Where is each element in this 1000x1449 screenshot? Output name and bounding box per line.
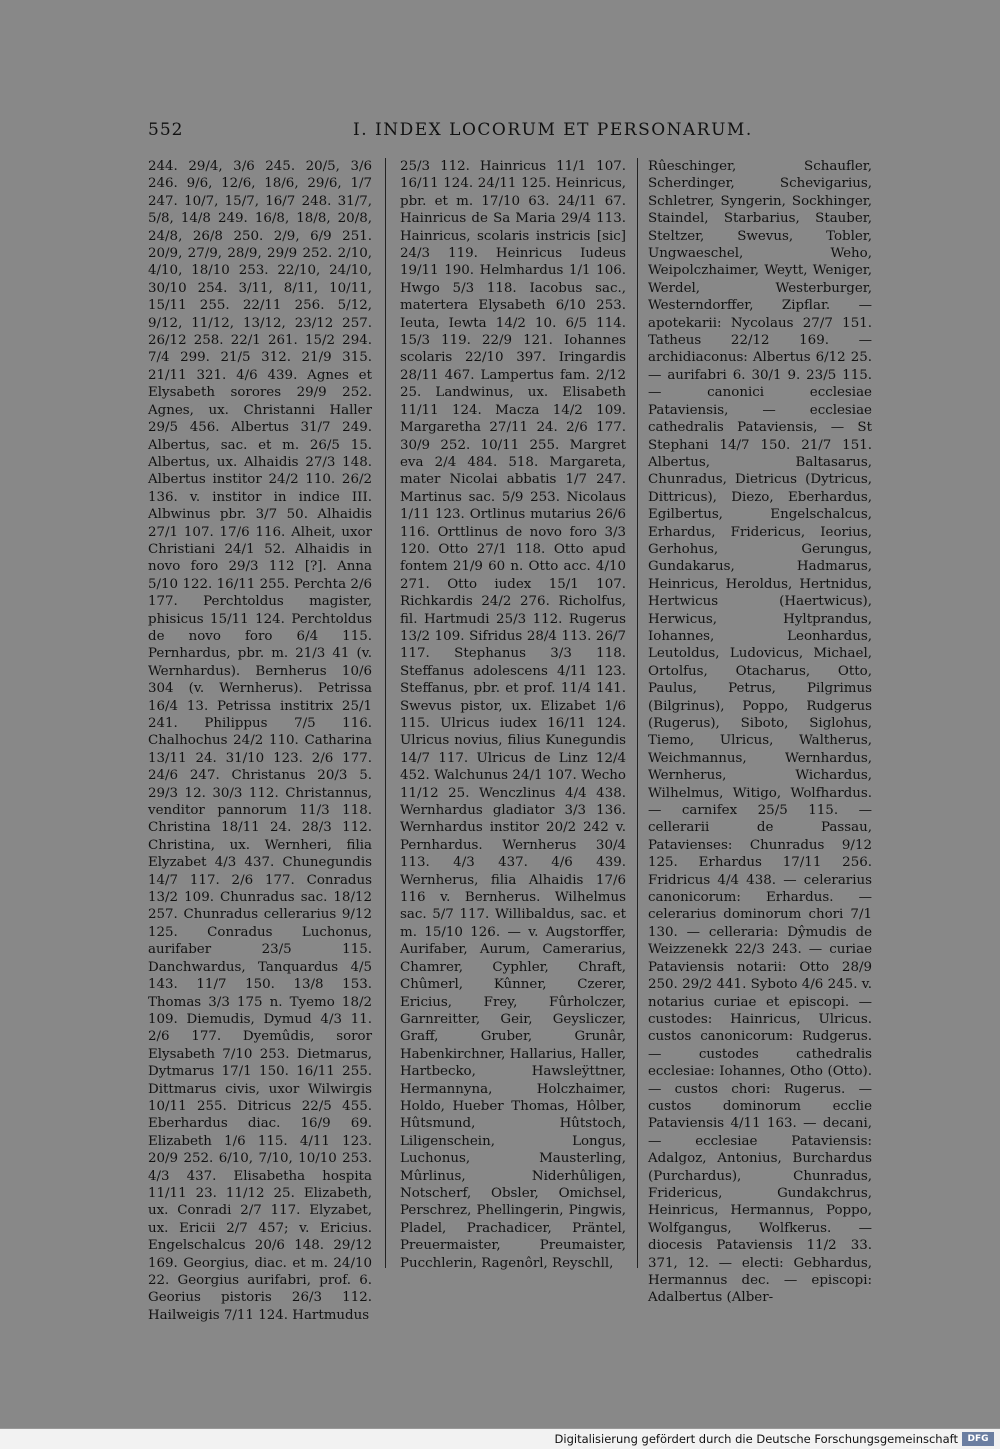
index-column-2: 25/3 112. Hainricus 11/1 107. 16/11 124. 24/11 125. Heinricus, pbr. et m. 17/10 63. 24/11 67. Hainricus de Sa Maria 29/4 113. Hainricus, scolaris instricis [sic] 24/3 119. Heinricus Iudeus 19/11 190. Helmhardus 1/1 106. Hwgo 5/3 118. Iacobus sac., matertera Elysabeth 6/10 253. Ieuta, Iewta 14/2 10. 6/5 114. 15/3 119. 22/9 121. Iohannes scolaris 22/10 397. Iringardis 28/11 467. Lampertus fam. 2/12 25. Landwinus, ux. Elisabeth 11/11 124. Macza 14/2 109. Margaretha 27/11 24. 2/6 177. 30/9 252. 10/11 255. Margret eva 2/4 484. 518. Margareta, mater Nicolai abbatis 1/7 247. Martinus sac. 5/9 253. Nicolaus 1/11 123. Ortlinus mutarius 26/6 116. Orttlinus de novo foro 3/3 120. Otto 27/1 118. Otto apud fontem 21/9 60 n. Otto acc. 4/10 271. Otto iudex 15/1 107. Richkardis 24/2 276. Richolfus, fil. Hartmudi 25/3 112. Rugerus 13/2 109. Sifridus 28/4 113. 26/7 117. Stephanus 3/3 118. Steffanus adolescens 4/11 123. Steffanus, pbr. et prof. 11/4 141. Swevus pistor, ux. Elizabet 1/6 115. Ulricus iudex 16/11 124. Ulricus novius, filius Kunegundis 14/7 117. Ulricus de Linz 12/4 452. Walchunus 24/1 107. Wecho 11/12 25. Wenczlinus 4/4 438. Wernhardus gladiator 3/3 136. Wernhardus institor 20/2 242 v. Pernhardus. Wernherus 30/4 113. 4/3 437. 4/6 439. Wernherus, filia Alhaidis 17/6 116 v. Bernherus. Wilhelmus sac. 5/7 117. Willibaldus, sac. et m. 15/10 126. — v. Augstorffer, Aurifaber, Aurum, Camerarius, Chamrer, Cyphler, Chraft, Chûmerl, Kûnner, Czerer, Ericius, Frey, Fûrholczer, Garnreitter, Geir, Geysliczer, Graff, Gruber, Grunâr, Habenkirchner, Hallarius, Haller, Hartbecko, Hawsleÿttner, Hermannyna, Holczhaimer, Holdo, Hueber Thomas, Hôlber, Hûtsmund, Hûtstoch, Liligenschein, Longus, Luchonus, Mausterling, Mûrlinus, Niderhûligen, Notscherf, Obsler, Omichsel, Perschrez, Phellingerin, Pingwis, Pladel, Prachadicer, Präntel, Preuermaister, Preumaister, Pucchlerin, Ragenôrl, Reyschll,	[400, 159, 626, 1271]
index-column-3: Rûeschinger, Schaufler, Scherdinger, Schevigarius, Schletrer, Syngerin, Sockhinger, Staindel, Starbarius, Stauber, Steltzer, Swevus, Tobler, Ungwaeschel, Weho, Weipolczhaimer, Weytt, Weniger, Werdel, Westerburger, Westerndorffer, Zipflar. — apotekarii: Nycolaus 27/7 151. Tatheus 22/12 169. — archidiaconus: Albertus 6/12 25. — aurifabri 6. 30/1 9. 23/5 115. — canonici ecclesiae Pataviensis, — ecclesiae cathedralis Pataviensis, — St Stephani 14/7 150. 21/7 151. Albertus, Baltasarus, Chunradus, Dietricus (Dytricus, Dittricus), Diezo, Eberhardus, Egilbertus, Engelschalcus, Erhardus, Fridericus, Ieorius, Gerhohus, Gerungus, Gundakarus, Hadmarus, Heinricus, Heroldus, Hertnidus, Hertwicus (Haertwicus), Herwicus, Hyltprandus, Iohannes, Leonhardus, Leutoldus, Ludovicus, Michael, Ortolfus, Otacharus, Otto, Paulus, Petrus, Pilgrimus (Bilgrinus), Poppo, Rudgerus (Rugerus), Siboto, Siglohus, Tiemo, Ulricus, Waltherus, Weichmannus, Wernhardus, Wernherus, Wichardus, Wilhelmus, Witigo, Wolfhardus. — carnifex 25/5 115. — cellerarii de Passau, Patavienses: Chunradus 9/12 125. Erhardus 17/11 256. Fridricus 4/4 438. — celerarius canonicorum: Erhardus. — celerarius dominorum chori 7/1 130. — celleraria: Dŷmudis de Weizzenekk 22/3 243. — curiae Pataviensis notarii: Otto 28/9 250. 29/2 441. Syboto 4/6 245. v. notarius curiae et episcopi. — custodes: Hainricus, Ulricus. custos canonicorum: Rudgerus. — custodes cathedralis ecclesiae: Iohannes, Otho (Otto). — custos chori: Rugerus. — custos dominorum ecclie Pataviensis 4/11 163. — decani, — ecclesiae Pataviensis: Adalgoz, Antonius, Burchardus (Purchardus), Chunradus, Fridericus, Gundakchrus, Heinricus, Hermannus, Poppo, Wolfgangus, Wolfkerus. — diocesis Pataviensis 11/2 33. 371, 12. — electi: Gebhardus, Hermannus dec. — episcopi: Adalbertus (Alber-	[648, 159, 872, 1306]
page-header	[145, 120, 865, 150]
page-number: 552	[148, 120, 184, 140]
footer-bar	[0, 1428, 1000, 1449]
index-column-1: 244. 29/4, 3/6 245. 20/5, 3/6 246. 9/6, 12/6, 18/6, 29/6, 1/7 247. 10/7, 15/7, 16/7 248. 31/7, 5/8, 14/8 249. 16/8, 18/8, 20/8, 24/8, 26/8 250. 2/9, 6/9 251. 20/9, 27/9, 28/9, 29/9 252. 2/10, 4/10, 18/10 253. 22/10, 24/10, 30/10 254. 3/11, 8/11, 10/11, 15/11 255. 22/11 256. 5/12, 9/12, 11/12, 13/12, 23/12 257. 26/12 258. 22/1 261. 15/2 294. 7/4 299. 21/5 312. 21/9 315. 21/11 321. 4/6 439. Agnes et Elysabeth sorores 29/9 252. Agnes, ux. Christanni Haller 29/5 456. Albertus 31/7 249. Albertus, sac. et m. 26/5 15. Albertus, ux. Alhaidis 27/3 148. Albertus institor 24/2 110. 26/2 136. v. institor in indice III. Albwinus pbr. 3/7 50. Alhaidis 27/1 107. 17/6 116. Alheit, uxor Christiani 24/1 52. Alhaidis in novo foro 29/3 112 [?]. Anna 5/10 122. 16/11 255. Perchta 2/6 177. Perchtoldus magister, phisicus 15/11 124. Perchtoldus de novo foro 6/4 115. Pernhardus, pbr. m. 21/3 41 (v. Wernhardus). Bernherus 10/6 304 (v. Wernherus). Petrissa 16/4 13. Petrissa institrix 25/1 241. Philippus 7/5 116. Chalhochus 24/2 110. Catharina 13/11 24. 31/10 123. 2/6 177. 24/6 247. Christanus 20/3 5. 29/3 12. 30/3 112. Christannus, venditor pannorum 11/3 118. Christina 18/11 24. 28/3 112. Christina, ux. Wernheri, filia Elyzabet 4/3 437. Chunegundis 14/7 117. 2/6 177. Conradus 13/2 109. Chunradus sac. 18/12 257. Chunradus cellerarius 9/12 125. Conradus Luchonus, aurifaber 23/5 115. Danchwardus, Tanquardus 4/5 143. 11/7 150. 13/8 153. Thomas 3/3 175 n. Tyemo 18/2 109. Diemudis, Dymud 4/3 11. 2/6 177. Dyemûdis, soror Elysabeth 7/10 253. Dietmarus, Dytmarus 17/1 150. 16/11 255. Dittmarus civis, uxor Wilwirgis 10/11 255. Ditricus 22/5 455. Eberhardus diac. 16/9 69. Elizabeth 1/6 115. 4/11 123. 20/9 252. 6/10, 7/10, 10/10 253. 4/3 437. Elisabetha hospita 11/11 23. 11/12 25. Elizabeth, ux. Conradi 2/7 117. Elyzabet, ux. Ericii 2/7 457; v. Ericius. Engelschalcus 20/6 148. 29/12 169. Georgius, diac. et m. 24/10 22. Georgius aurifabri, prof. 6. Georius pistoris 26/3 112. Hailweigis 7/11 124. Hartmudus	[148, 159, 372, 1323]
column-divider	[637, 158, 638, 1268]
dfg-logo-icon: DFG	[962, 1432, 994, 1446]
page-title: I. INDEX LOCORUM ET PERSONARUM.	[353, 120, 753, 140]
funding-notice: Digitalisierung gefördert durch die Deutsche Forschungsgemeinschaft	[554, 1432, 958, 1446]
column-divider	[385, 158, 386, 1268]
